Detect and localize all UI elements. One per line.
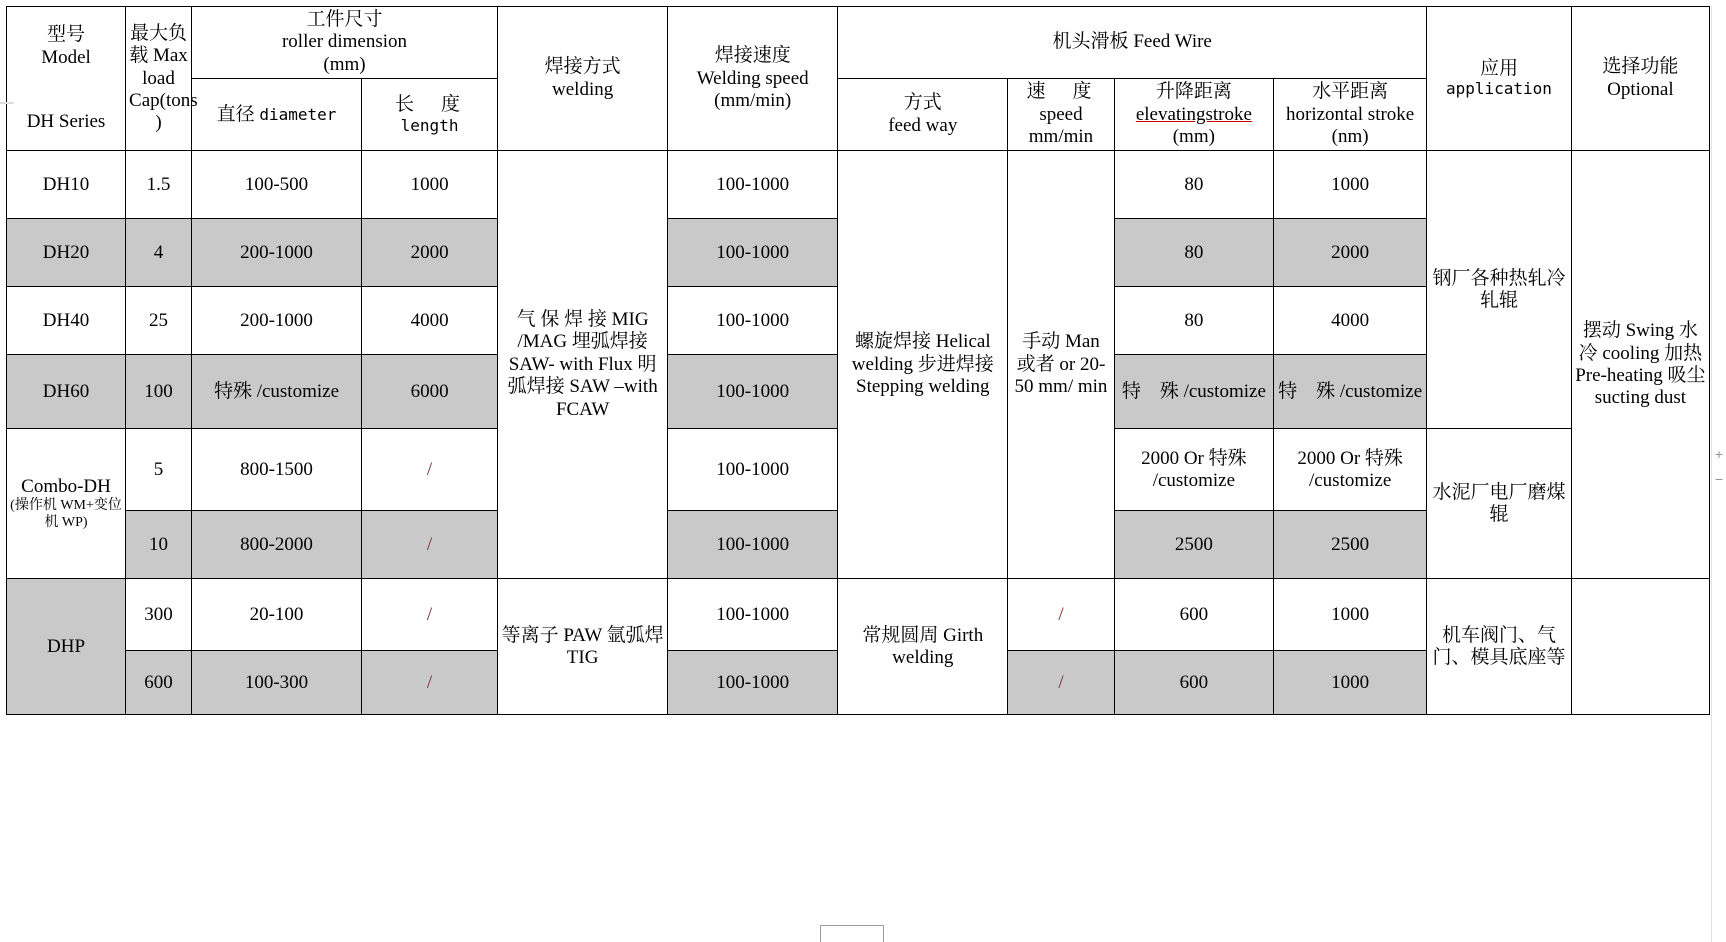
cell-diameter: 100-500 [191,151,361,219]
zoom-out-icon[interactable]: − [1712,472,1726,488]
cell-diameter: 特殊 /customize [191,355,361,429]
cell-length: / [362,429,498,511]
cell-model: DH40 [7,287,126,355]
cell-max-load: 300 [126,579,192,651]
cell-feed-speed: 手动 Man 或者 or 20-50 mm/ min [1008,151,1114,579]
cell-max-load: 600 [126,651,192,715]
cell-max-load: 5 [126,429,192,511]
header-row-1 [7,7,1710,79]
cell-feed-way: 螺旋焊接 Helical welding 步进焊接 Stepping welding [838,151,1008,579]
specification-table [6,6,1710,715]
cell-length: 6000 [362,355,498,429]
cell-elevating-stroke: 80 [1114,219,1273,287]
cell-diameter: 800-2000 [191,511,361,579]
header-speed: 速 度 speed mm/min [1008,79,1114,151]
cell-diameter: 200-1000 [191,287,361,355]
cell-length: / [362,511,498,579]
cell-elevating-stroke: 2500 [1114,511,1273,579]
cell-welding-method: 等离子 PAW 氩弧焊 TIG [498,579,668,715]
header-optional: 选择功能 Optional [1571,7,1709,151]
cell-horizontal-stroke: 2500 [1274,511,1427,579]
cell-elevating-stroke: 80 [1114,287,1273,355]
row-marker [0,102,14,104]
cell-model: DH20 [7,219,126,287]
cell-horizontal-stroke: 2000 Or 特殊 /customize [1274,429,1427,511]
table-row [7,151,1710,219]
cell-length: / [362,579,498,651]
cell-length: 1000 [362,151,498,219]
cell-horizontal-stroke: 1000 [1274,651,1427,715]
spreadsheet-canvas [0,6,1726,942]
cell-feed-speed: / [1008,579,1114,651]
cell-welding-speed: 100-1000 [668,511,838,579]
cell-max-load: 1.5 [126,151,192,219]
cell-feed-way: 常规圆周 Girth welding [838,579,1008,715]
cell-max-load: 4 [126,219,192,287]
header-length: 长 度 length [362,79,498,151]
header-elevating-stroke: 升降距离 elevatingstroke (mm) [1114,79,1273,151]
cell-welding-speed: 100-1000 [668,355,838,429]
cell-elevating-stroke: 600 [1114,651,1273,715]
cell-application: 机车阀门、气门、模具底座等 [1427,579,1572,715]
cell-optional-empty [1571,579,1709,715]
header-feed-wire: 机头滑板 Feed Wire [838,7,1427,79]
cell-model: DHP [7,579,126,715]
cell-max-load: 100 [126,355,192,429]
cell-diameter: 800-1500 [191,429,361,511]
cell-diameter: 20-100 [191,579,361,651]
header-model: 型号 Model DH Series [7,7,126,151]
header-application: 应用 application [1427,7,1572,151]
cell-elevating-stroke: 2000 Or 特殊 /customize [1114,429,1273,511]
table-row [7,579,1710,651]
cell-application: 水泥厂电厂磨煤辊 [1427,429,1572,579]
cell-horizontal-stroke: 2000 [1274,219,1427,287]
cell-horizontal-stroke: 1000 [1274,151,1427,219]
cell-length: / [362,651,498,715]
header-max-load: 最大负载 Max load Cap(tons ) [126,7,192,151]
cell-max-load: 10 [126,511,192,579]
header-roller-dimension: 工件尺寸 roller dimension (mm) [191,7,497,79]
header-feed-way: 方式 feed way [838,79,1008,151]
header-horizontal-stroke: 水平距离 horizontal stroke (nm) [1274,79,1427,151]
cell-optional: 摆动 Swing 水冷 cooling 加热 Pre-heating 吸尘 sucting dust [1571,151,1709,579]
cell-elevating-stroke: 600 [1114,579,1273,651]
cell-elevating-stroke: 特 殊 /customize [1114,355,1273,429]
zoom-in-icon[interactable]: + [1712,447,1726,463]
cell-length: 4000 [362,287,498,355]
cell-diameter: 200-1000 [191,219,361,287]
cell-horizontal-stroke: 特 殊 /customize [1274,355,1427,429]
header-diameter: 直径 diameter [191,79,361,151]
cell-application: 钢厂各种热轧冷轧辊 [1427,151,1572,429]
cell-feed-speed: / [1008,651,1114,715]
cell-welding-speed: 100-1000 [668,429,838,511]
cell-welding-speed: 100-1000 [668,287,838,355]
cell-model: DH10 [7,151,126,219]
cell-welding-speed: 100-1000 [668,651,838,715]
cell-length: 2000 [362,219,498,287]
cell-horizontal-stroke: 4000 [1274,287,1427,355]
header-welding: 焊接方式 welding [498,7,668,151]
cell-max-load: 25 [126,287,192,355]
cell-welding-method: 气 保 焊 接 MIG /MAG 埋弧焊接 SAW- with Flux 明弧焊接 SAW –with FCAW [498,151,668,579]
header-welding-speed: 焊接速度 Welding speed (mm/min) [668,7,838,151]
cell-horizontal-stroke: 1000 [1274,579,1427,651]
cell-elevating-stroke: 80 [1114,151,1273,219]
cell-model: Combo-DH (操作机 WM+变位机 WP) [7,429,126,579]
sheet-tab[interactable] [820,925,884,942]
cell-welding-speed: 100-1000 [668,151,838,219]
cell-model: DH60 [7,355,126,429]
cell-welding-speed: 100-1000 [668,219,838,287]
cell-welding-speed: 100-1000 [668,579,838,651]
cell-diameter: 100-300 [191,651,361,715]
